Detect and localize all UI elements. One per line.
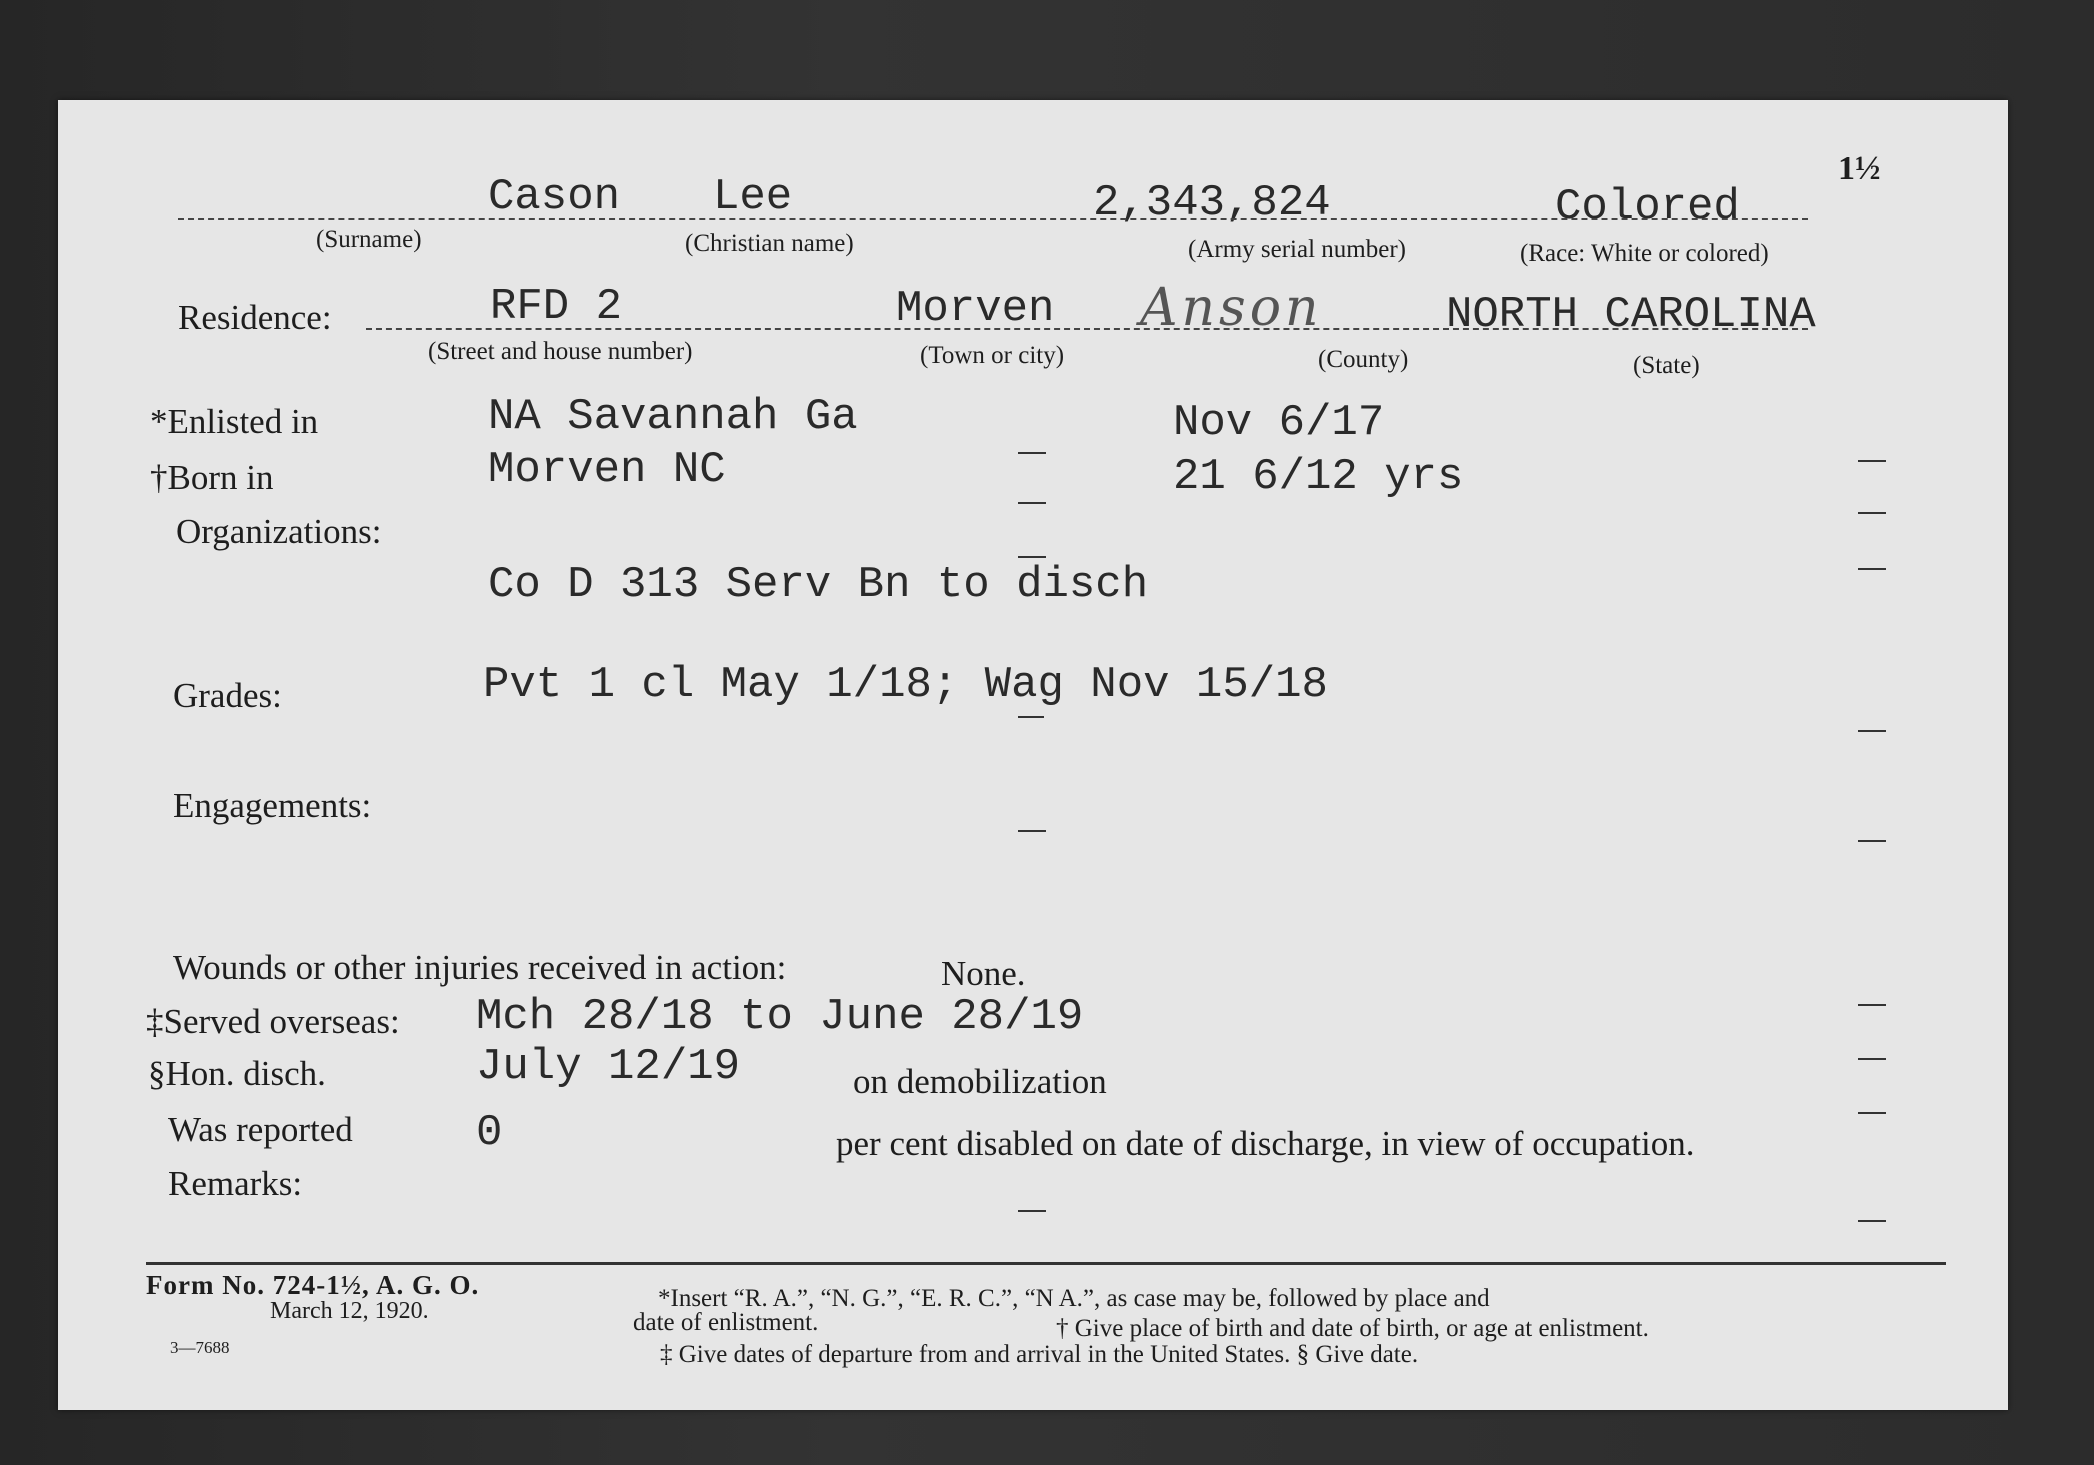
remarks-label: Remarks: — [168, 1164, 303, 1203]
footnote-born: † Give place of birth and date of birth, or age at enlistment. — [1056, 1315, 1649, 1342]
margin-tick — [1858, 568, 1886, 570]
wounds-value: None. — [941, 954, 1026, 993]
header-line — [178, 218, 1808, 220]
blank-tick — [1018, 556, 1046, 558]
hon-disch-label: §Hon. disch. — [148, 1054, 326, 1093]
margin-tick — [1858, 840, 1886, 842]
reported-label: Was reported — [168, 1110, 353, 1149]
margin-tick — [1858, 1004, 1886, 1006]
reported-value: 0 — [476, 1108, 503, 1158]
surname-caption: (Surname) — [316, 226, 422, 253]
wounds-label: Wounds or other injuries received in action: — [173, 948, 787, 987]
street-caption: (Street and house number) — [428, 338, 693, 365]
serial-number-value: 2,343,824 — [1093, 178, 1331, 228]
print-code: 3—7688 — [170, 1338, 230, 1357]
footnote-overseas-disch: ‡ Give dates of departure from and arrival in the United States. § Give date. — [660, 1341, 1419, 1368]
residence-county-value: Anson — [1140, 278, 1323, 338]
residence-street-value: RFD 2 — [490, 282, 623, 332]
state-caption: (State) — [1633, 352, 1700, 379]
overseas-label: ‡Served overseas: — [146, 1002, 400, 1041]
race-caption: (Race: White or colored) — [1520, 240, 1769, 267]
hon-disch-reason: on demobilization — [853, 1062, 1107, 1101]
residence-label: Residence: — [178, 298, 332, 337]
grades-label: Grades: — [173, 676, 282, 715]
county-caption: (County) — [1318, 346, 1409, 373]
born-place-value: Morven NC — [488, 445, 726, 495]
reported-suffix: per cent disabled on date of discharge, in view of occupation. — [836, 1124, 1695, 1163]
grade-underline — [1018, 716, 1044, 718]
blank-tick — [1018, 502, 1046, 504]
grades-value: Pvt 1 cl May 1/18; Wag Nov 15/18 — [483, 660, 1328, 710]
hon-disch-date-value: July 12/19 — [476, 1042, 741, 1092]
blank-tick — [1018, 830, 1046, 832]
corner-mark: 1½ — [1838, 150, 1881, 187]
engagements-label: Engagements: — [173, 786, 372, 825]
surname-value: Cason — [488, 172, 621, 222]
footnote-enlisted-cont: date of enlistment. — [633, 1309, 819, 1336]
enlisted-place-value: NA Savannah Ga — [488, 392, 858, 442]
serial-number-caption: (Army serial number) — [1188, 236, 1406, 263]
service-record-card — [58, 100, 2008, 1410]
form-date: March 12, 1920. — [270, 1298, 429, 1324]
race-value: Colored — [1555, 182, 1740, 232]
footnote-enlisted: *Insert “R. A.”, “N. G.”, “E. R. C.”, “N A.”, as case may be, followed by place and — [658, 1285, 1490, 1312]
margin-tick — [1858, 1058, 1886, 1060]
blank-tick — [1018, 452, 1046, 454]
enlisted-date-value: Nov 6/17 — [1173, 398, 1385, 448]
blank-tick — [1018, 1210, 1046, 1212]
organizations-value: Co D 313 Serv Bn to disch — [488, 560, 1149, 610]
enlisted-label: *Enlisted in — [150, 402, 319, 441]
christian-name-caption: (Christian name) — [685, 230, 854, 257]
residence-line — [366, 328, 1808, 330]
form-number: Form No. 724-1½, A. G. O. — [146, 1270, 480, 1300]
margin-tick — [1858, 512, 1886, 514]
footer-rule — [146, 1262, 1946, 1265]
residence-town-value: Morven — [896, 284, 1055, 334]
margin-tick — [1858, 730, 1886, 732]
residence-state-value: NORTH CAROLINA — [1446, 290, 1816, 340]
overseas-value: Mch 28/18 to June 28/19 — [476, 992, 1084, 1042]
born-label: †Born in — [150, 458, 274, 497]
christian-name-value: Lee — [713, 172, 793, 222]
town-caption: (Town or city) — [920, 342, 1065, 369]
margin-tick — [1858, 1112, 1886, 1114]
organizations-label: Organizations: — [176, 512, 382, 551]
margin-tick — [1858, 1220, 1886, 1222]
born-age-value: 21 6/12 yrs — [1173, 452, 1464, 502]
margin-tick — [1858, 460, 1886, 462]
